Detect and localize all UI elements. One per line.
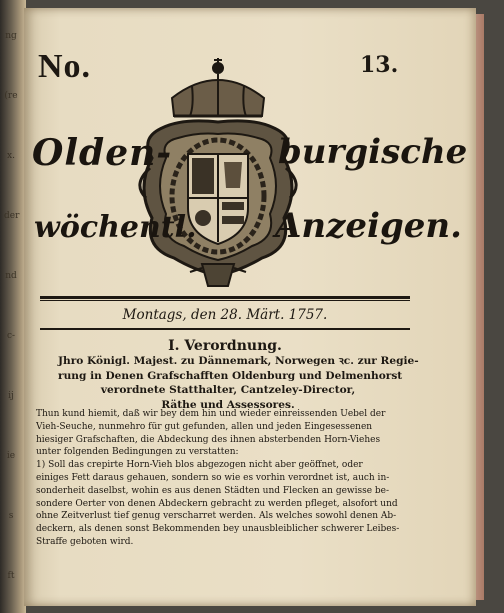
masthead-rule-top-thin — [40, 300, 410, 301]
body-line: Vieh-Seuche, nunmehro für gut gefunden, allen und jeden Eingesessenen — [36, 421, 373, 432]
spine-fragment: c- — [6, 331, 16, 341]
body-line: sonderheit daselbst, wohin es aus denen Städten und Flecken an gewisse be- — [36, 485, 390, 496]
body-line: Straffe geboten wird. — [36, 536, 134, 547]
body-line: unter folgenden Bedingungen zu verstatten: — [36, 447, 239, 458]
spine-fragment: s — [8, 511, 14, 521]
body-line: ohne Zeitverlust tief genug verscharret werden. Als welches sowohl denen Ab- — [36, 511, 397, 522]
book-spine — [0, 0, 26, 613]
spine-fragment: nd — [5, 271, 17, 281]
masthead-rule-bottom — [40, 328, 410, 330]
spine-fragment: ij — [8, 391, 14, 401]
spine-fragment: ft — [7, 571, 15, 581]
issue-number: 13. — [360, 52, 399, 78]
section-heading: I. Verordnung. — [168, 338, 282, 354]
title-woechentl: wöchentl. — [34, 210, 197, 245]
spine-fragment: ng — [5, 31, 17, 41]
issue-date: Montags, den 28. Märt. 1757. — [122, 307, 328, 323]
intro-line: verordnete Statthalter, Cantzeley-Director, — [100, 384, 356, 396]
ordinance-body — [36, 408, 414, 549]
body-line: 1) Soll das crepirte Horn-Vieh blos abgezogen nicht aber geöffnet, oder — [36, 460, 363, 471]
intro-line: rung in Denen Grafschafften Oldenburg und Delmenhorst — [58, 369, 403, 382]
issue-number-label: No. — [38, 48, 92, 85]
body-line: hiesiger Grafschaften, die Abdeckung des ihnen absterbenden Horn-Viehes — [36, 434, 381, 445]
coat-of-arms-icon — [132, 58, 304, 290]
body-line: Thun kund hiemit, daß wir bey dem hin und wieder einreissenden Uebel der — [36, 409, 386, 419]
title-anzeigen: Anzeigen. — [275, 206, 462, 246]
spine-fragment: der — [4, 211, 20, 221]
ordinance-intro — [58, 354, 419, 412]
page-edge — [476, 14, 484, 600]
body-line: deckern, als denen sonst Bekommenden bey unausbleiblicher schwerer Leibes- — [36, 524, 400, 535]
title-burgische: burgische — [278, 132, 468, 172]
body-line: einiges Fett daraus gehauen, sondern so wie es vorhin verordnet ist, auch in- — [36, 472, 390, 483]
masthead-rule-top — [40, 296, 410, 299]
body-line: sondere Oerter von denen Abdeckern gebracht zu werden pfleget, alsofort und — [36, 498, 398, 509]
intro-line: Jhro Königl. Majest. zu Dännemark, Norwegen ꝛc. zur Regie- — [58, 355, 419, 367]
intro-line: Räthe und Assessores. — [161, 398, 295, 411]
spine-fragment: ie — [6, 451, 16, 461]
spine-fragment: (re — [4, 91, 18, 101]
title-olden: Olden- — [32, 132, 173, 174]
spine-fragment: x. — [7, 151, 15, 161]
